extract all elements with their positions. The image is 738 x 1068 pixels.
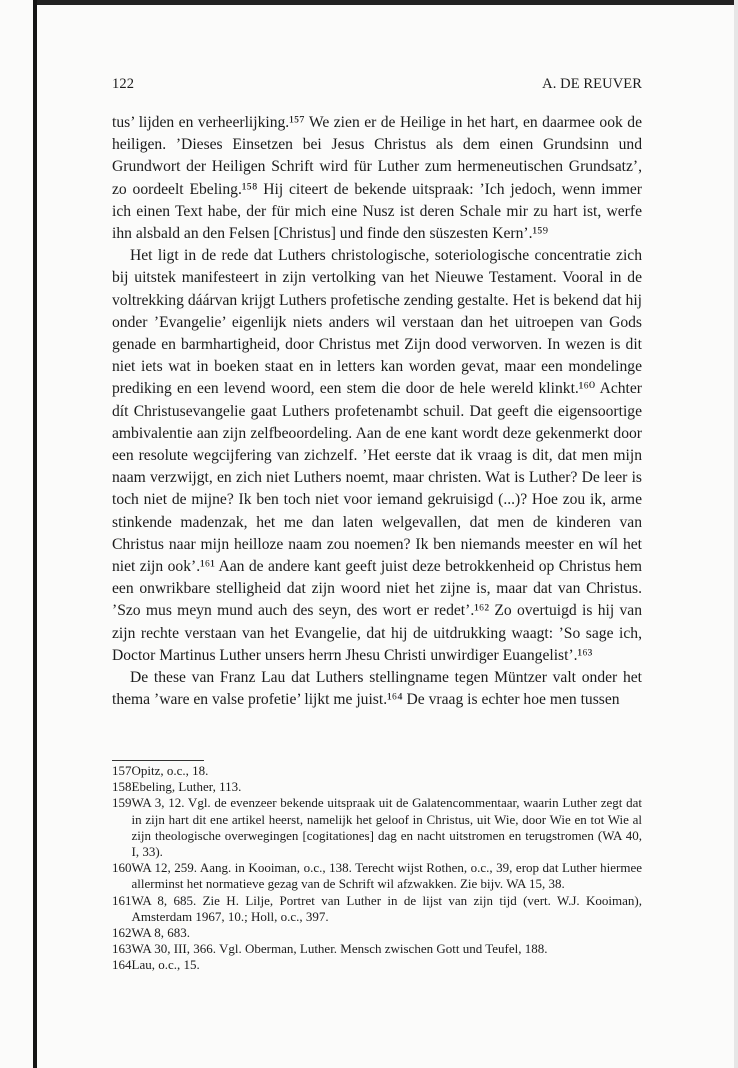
page-header: [112, 76, 642, 93]
footnote: [112, 779, 642, 795]
footnote-number: 162: [112, 925, 132, 941]
page-number: 122: [112, 76, 135, 92]
footnote-number: 158: [112, 779, 132, 795]
footnote: [112, 957, 642, 973]
footnote-text: WA 3, 12. Vgl. de evenzeer bekende uitspraak uit de Galatencommentaar, waarin Luther zegt dat in zijn hart dit ene artikel heerst, namelijk het geloof in Christus, uit Wie, door Wie en tot Wie al zijn theologische overwegingen [cogitationes] dag en nacht uitstromen en terugstromen (WA 40, I, 33).: [131, 795, 642, 860]
footnote-text: WA 8, 683.: [131, 925, 190, 941]
paragraph: Het ligt in de rede dat Luthers christologische, soteriologische concentratie zich bij uitstek manifesteert in zijn vertolking van het Nieuwe Testament. Vooral in de voltrekking dáárvan krijgt Luthers profetische zending gestalte. Het is bekend dat hij onder ’Evangelie’ eigenlijk niets anders wil verstaan dan het uitroepen van Gods genade en barmhartigheid, door Christus met Zijn dood verworven. In wezen is dit niet iets wat in boeken staat en in letters kan worden gevat, maar een mondelinge prediking en een levend woord, een stem die door de hele wereld klinkt.¹⁶⁰ Achter dít Christusevangelie gaat Luthers profetenambt schuil. Dat geeft die eigensoortige ambivalentie aan zijn zelfbeoordeling. Aan de ene kant wordt deze gekenmerkt door een resolute wegcijfering van zichzelf. ’Het eerste dat ik vraag is dit, dat men mijn naam verzwijgt, en zich niet Luthers noemt, maar christen. Wat is Luther? De leer is toch niet de mijne? Ik ben toch niet voor iemand gekruisigd (...)? Hoe zou ik, arme stinkende madenzak, het me dan laten welgevallen, dat men de kinderen van Christus naar mijn heilloze naam zou noemen? Ik ben niemands meester en wíl het niet zijn ook’.¹⁶¹ Aan de andere kant geeft juist deze betrokkenheid op Christus hem een onwrikbare stelligheid dat zijn woord niet het zijne is, maar dat van Christus. ’Szo mus meyn mund auch des seyn, des wort er redet’.¹⁶² Zo overtuigd is hij van zijn rechte verstaan van het Evangelie, dat hij de uitdrukking waagt: ’So sage ich, Doctor Martinus Luther unsers herrn Jhesu Christi unwirdiger Euangelist’.¹⁶³: [112, 247, 642, 664]
footnote-text: Lau, o.c., 15.: [131, 957, 200, 973]
footnote-text: Ebeling, Luther, 113.: [131, 779, 242, 795]
footnote: [112, 941, 642, 957]
body-text: [112, 112, 642, 711]
paragraph: tus’ lijden en verheerlijking.¹⁵⁷ We zien er de Heilige in het hart, en daarmee ook de heiligen. ’Dieses Einsetzen bei Jesus Christus als dem einen Grundsinn und Grundwort der Heiligen Schrift wird für Luther zum hermeneutischen Grundsatz’, zo oordeelt Ebeling.¹⁵⁸ Hij citeert de bekende uitspraak: ’Ich jedoch, wenn immer ich einen Text habe, der für mich eine Nusz ist deren Schale mir zu hart ist, werfe ihn alsbald an den Felsen [Christus] und finde den süszesten Kern’.¹⁵⁹: [112, 114, 642, 243]
scan-edge-right: [734, 0, 738, 1068]
footnote-number: 163: [112, 941, 132, 957]
footnote-number: 159: [112, 795, 132, 811]
footnote: [112, 925, 642, 941]
footnote-text: WA 8, 685. Zie H. Lilje, Portret van Luther in de lijst van zijn tijd (vert. W.J. Kooiman), Amsterdam 1967, 10.; Holl, o.c., 397.: [131, 892, 642, 924]
footnote: [112, 893, 642, 925]
footnote-number: 161: [112, 892, 132, 908]
footnote: [112, 860, 642, 892]
footnote-text: Opitz, o.c., 18.: [131, 763, 209, 778]
footnote-text: WA 12, 259. Aang. in Kooiman, o.c., 138. Terecht wijst Rothen, o.c., 39, erop dat Luther hiermee allerminst het normatieve gezag van de Schrift wil afzwakken. Zie bijv. WA 15, 38.: [131, 860, 642, 892]
running-title: A. DE REUVER: [542, 76, 642, 92]
footnotes: [112, 763, 642, 974]
footnote-text: WA 30, III, 366. Vgl. Oberman, Luther. Mensch zwischen Gott und Teufel, 188.: [131, 941, 548, 957]
scan-edge-left: [33, 0, 37, 1068]
footnote-rule: [112, 760, 204, 761]
scan-edge-top: [33, 0, 738, 5]
paragraph: De these van Franz Lau dat Luthers stellingname tegen Müntzer valt onder het thema ’ware en valse profetie’ lijkt me juist.¹⁶⁴ De vraag is echter hoe men tussen: [112, 669, 642, 709]
footnote: [112, 795, 642, 860]
footnote-number: 157: [112, 763, 132, 778]
footnote: [112, 763, 642, 779]
footnote-number: 160: [112, 860, 132, 876]
footnote-number: 164: [112, 957, 132, 973]
